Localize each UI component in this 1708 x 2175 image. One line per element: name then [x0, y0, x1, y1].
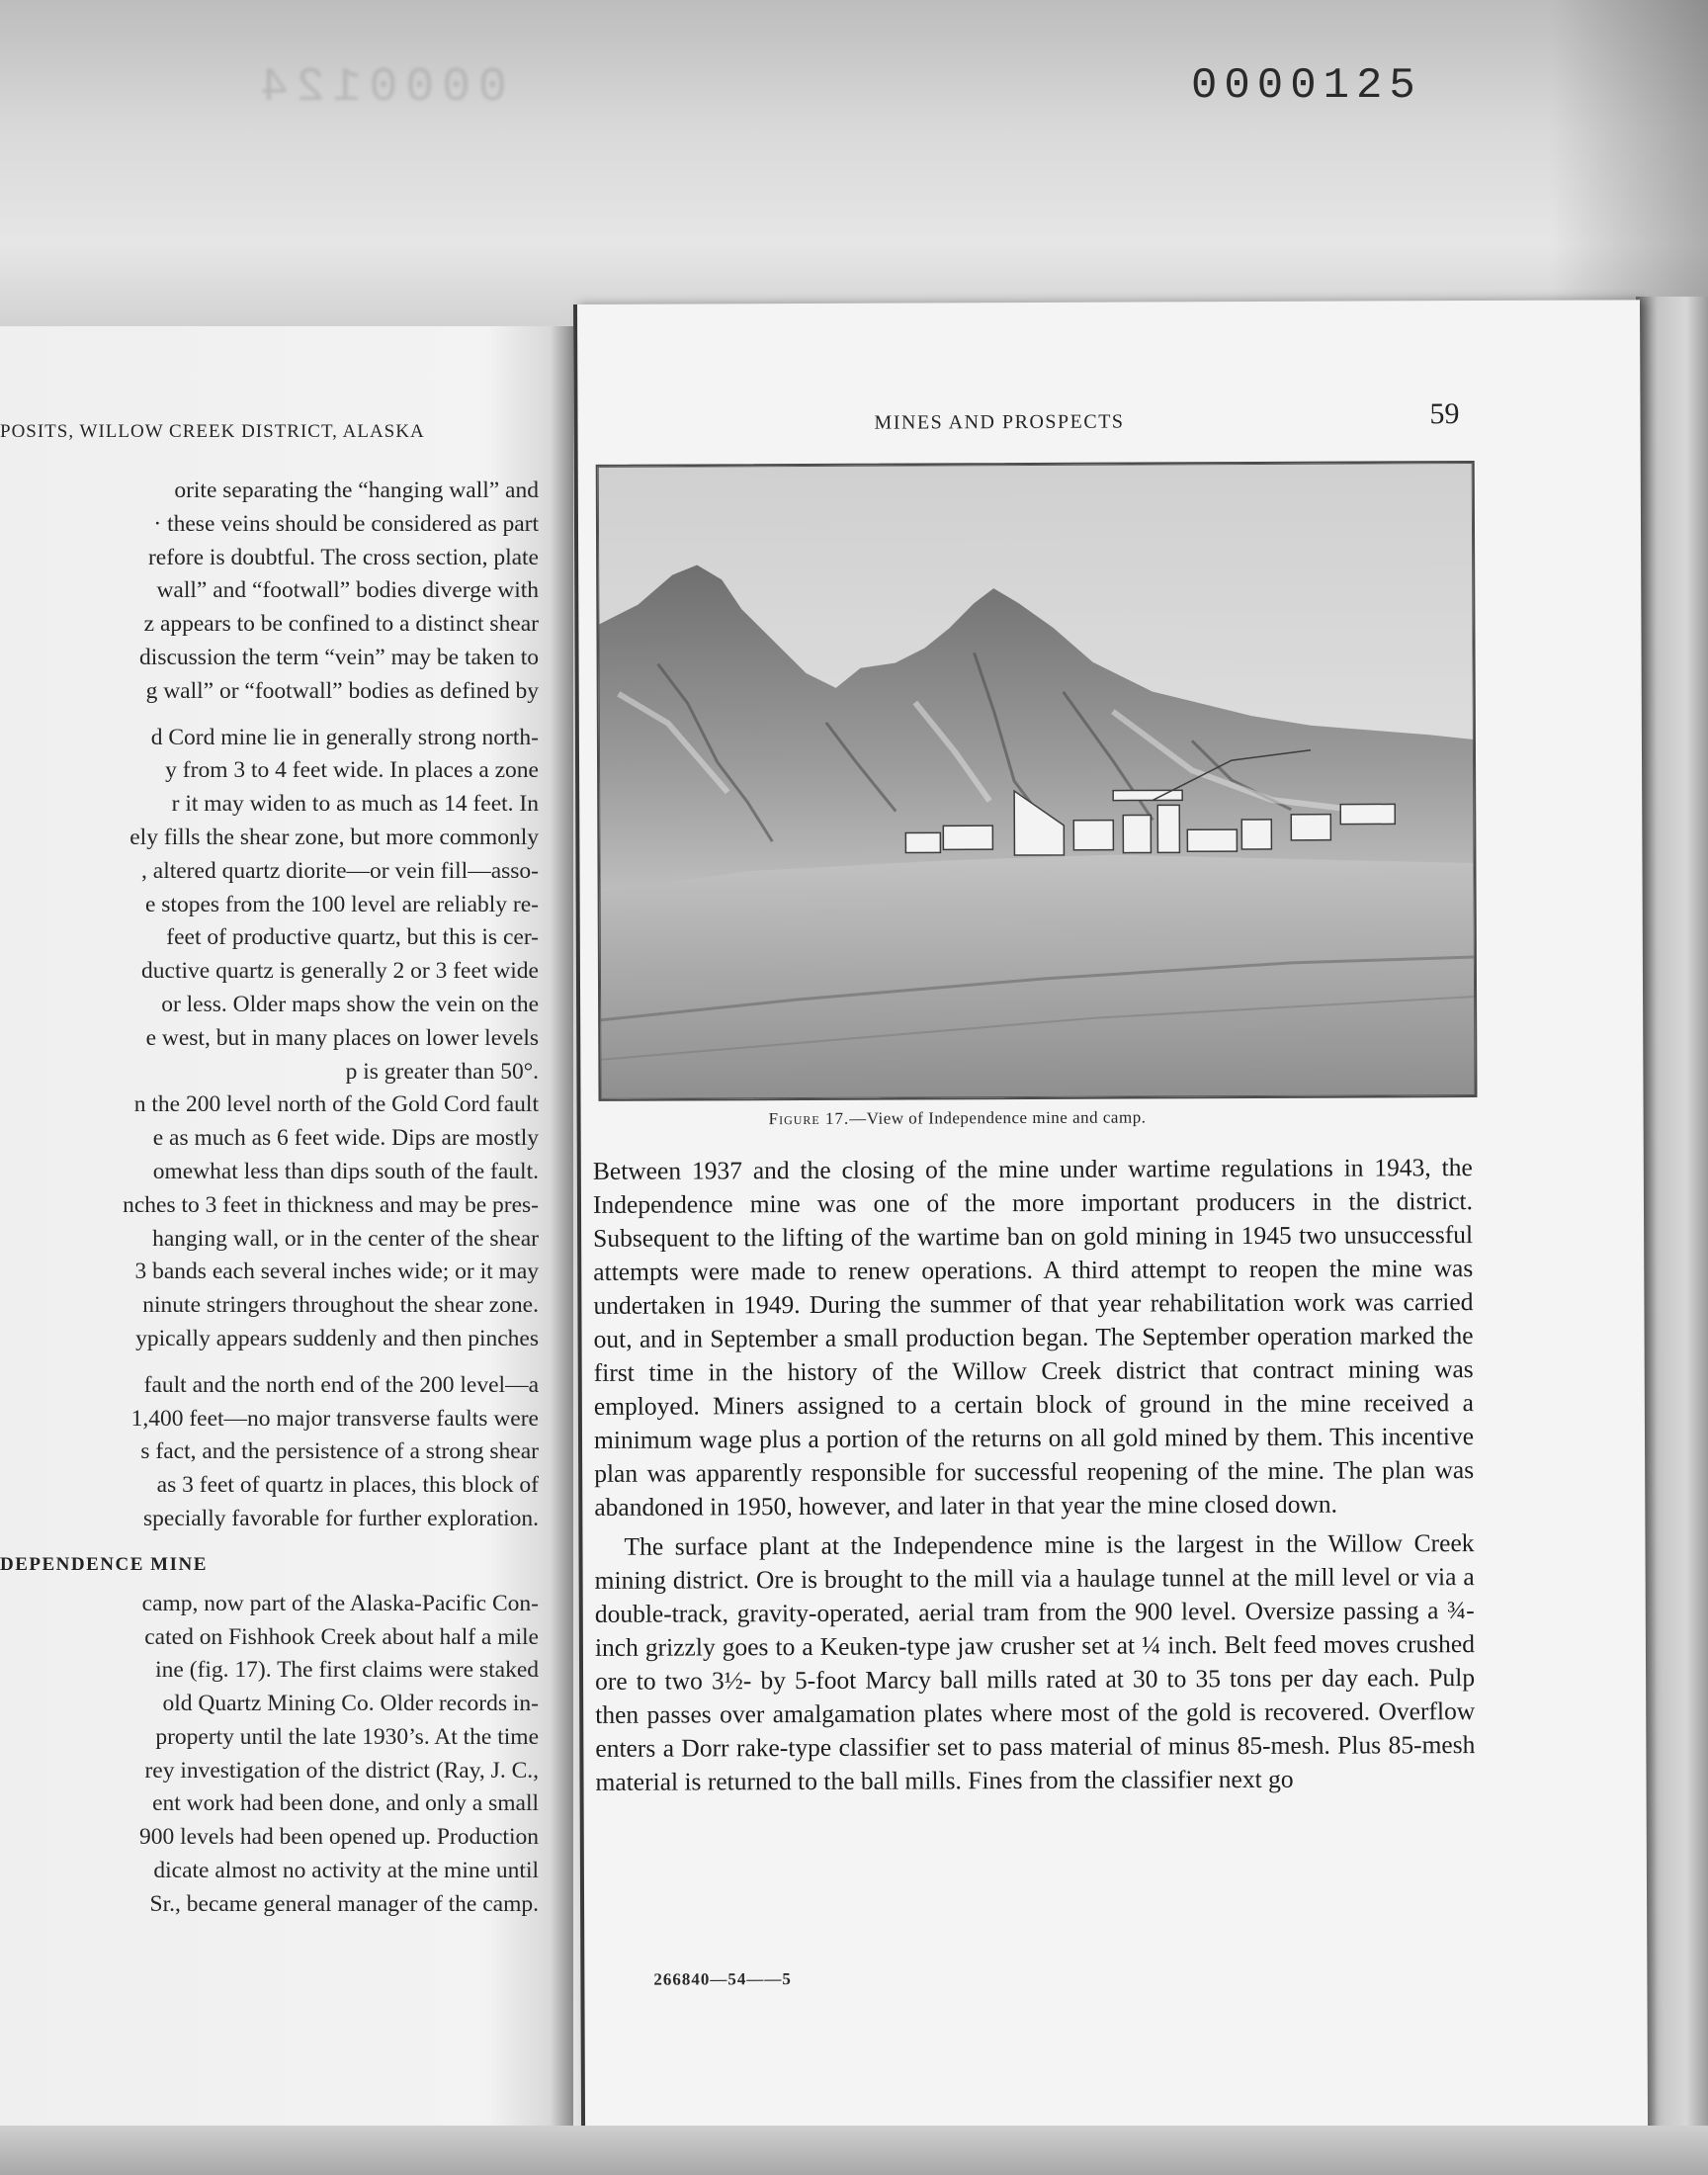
left-text-line: z appears to be confined to a distinct shear — [143, 611, 539, 638]
left-text-line: ductive quartz is generally 2 or 3 feet wide — [141, 958, 539, 985]
left-text-line: hanging wall, or in the center of the shear — [152, 1225, 539, 1252]
left-text-line: s fact, and the persistence of a strong shear — [140, 1438, 539, 1465]
left-text-line: or less. Older maps show the vein on the — [161, 991, 539, 1017]
left-section-heading: DEPENDENCE MINE — [0, 1553, 208, 1575]
left-text-line: Sr., became general manager of the camp. — [149, 1890, 539, 1917]
left-text-line: r it may widen to as much as 14 feet. In — [171, 791, 539, 818]
paragraph-surface-plant: The surface plant at the Independence mine is the largest in the Willow Creek mining district. Ore is brought to the mill via a haulage tunnel at the mill level or via a double-track, gravity-operated, aerial tram from the 900 level. Oversize passing a ¾-inch grizzly goes to a Keuken-type jaw crusher set at ¼ inch. Belt feed moves crushed ore to two 3½- by 5-foot Marcy ball mills rated at 30 to 35 tons per day each. Pulp then passes over amalgamation plates where most of the gold is recovered. Overflow enters a Dorr rake-type classifier set to pass material of minus 85-mesh. Plus 85-mesh material is returned to the ball mills. Fines from the classifier next go — [594, 1528, 1476, 1796]
scan-bottom-edge — [0, 2126, 1708, 2175]
left-text-line: e west, but in many places on lower levels — [145, 1024, 539, 1051]
left-text-line: g wall” or “footwall” bodies as defined by — [145, 677, 539, 704]
figure-caption — [769, 1107, 1147, 1129]
left-text-line: wall” and “footwall” bodies diverge with — [156, 577, 539, 604]
figure-label: Figure 17. — [768, 1108, 850, 1129]
left-text-line: d Cord mine lie in generally strong north- — [150, 724, 539, 750]
left-page-text — [0, 475, 539, 1922]
left-text-line: nches to 3 feet in thickness and may be pres- — [123, 1191, 539, 1218]
left-text-line: ninute stringers throughout the shear zone. — [142, 1292, 539, 1319]
print-job-code: 266840—54——5 — [653, 1969, 792, 1989]
right-page — [573, 300, 1648, 2163]
left-text-line: 1,400 feet—no major transverse faults were — [130, 1405, 539, 1432]
paragraph-history: Between 1937 and the closing of the mine under wartime regulations in 1943, the Independence mine was one of the more important producers in the district. Subsequent to the lifting of the wartime ban on gold mining in 1945 two unsuccessful attempts were made to renew operations. A third attempt to reopen the mine was undertaken in 1949. During the summer of that year rehabilitation work was carried out, and in September a small production began. The September operation marked the first time in the history of the Willow Creek district that contract mining was employed. Miners assigned to a certain block of ground in the mine received a minimum wage plus a portion of the returns on all gold mined by them. This incentive plan was apparently responsible for successful reopening of the mine. The plan was abandoned in 1950, however, and later in that year the mine closed down. — [592, 1153, 1475, 1522]
left-text-line: 900 levels had been opened up. Production — [139, 1824, 539, 1851]
scan-top-margin — [0, 0, 1708, 326]
left-text-line: camp, now part of the Alaska-Pacific Con- — [141, 1590, 539, 1616]
left-text-line: fault and the north end of the 200 level—a — [143, 1371, 539, 1398]
left-text-line: ely fills the shear zone, but more commonly — [129, 824, 539, 850]
left-text-line: omewhat less than dips south of the fault. — [152, 1158, 539, 1184]
left-text-line: ine (fig. 17). The first claims were staked — [155, 1657, 539, 1684]
figure-caption-text: —View of Independence mine and camp. — [849, 1107, 1147, 1128]
frame-number: 0000125 — [1191, 61, 1422, 111]
left-text-line: y from 3 to 4 feet wide. In places a zone — [165, 757, 539, 784]
left-text-line: discussion the term “vein” may be taken to — [139, 644, 539, 670]
left-text-line: orite separating the “hanging wall” and — [174, 478, 539, 503]
left-text-line: specially favorable for further exploration. — [143, 1505, 539, 1531]
left-text-line: e stopes from the 100 level are reliably re- — [144, 891, 539, 917]
mountain-photo-image — [598, 463, 1476, 1099]
left-text-line: ypically appears suddenly and then pinches — [135, 1325, 539, 1351]
left-running-header: POSITS, WILLOW CREEK DISTRICT, ALASKA — [0, 421, 425, 442]
left-text-line: rey investigation of the district (Ray, J. C., — [144, 1757, 539, 1784]
left-text-line: · these veins should be considered as part — [153, 510, 539, 537]
left-text-line: refore is doubtful. The cross section, plate — [147, 544, 539, 570]
body-text — [593, 1151, 1476, 1799]
left-text-line: ent work had been done, and only a small — [152, 1790, 539, 1817]
page-number: 59 — [1429, 397, 1460, 431]
left-text-line: dicate almost no activity at the mine until — [153, 1858, 539, 1884]
left-text-line: n the 200 level north of the Gold Cord fault — [133, 1091, 539, 1118]
left-text-line: cated on Fishhook Creek about half a mile — [144, 1623, 539, 1650]
left-text-line: old Quartz Mining Co. Older records in- — [162, 1691, 539, 1717]
left-text-line: 3 bands each several inches wide; or it may — [134, 1259, 539, 1285]
left-text-line: e as much as 6 feet wide. Dips are mostly — [152, 1125, 539, 1152]
figure-17-photo — [596, 461, 1478, 1101]
running-header: MINES AND PROSPECTS — [874, 410, 1125, 434]
left-text-line: feet of productive quartz, but this is cer- — [166, 924, 539, 951]
left-text-line: p is greater than 50°. — [345, 1058, 539, 1085]
left-page — [0, 326, 573, 2175]
left-text-line: , altered quartz diorite—or vein fill—asso- — [141, 857, 539, 884]
ghost-frame-number: 0000124 — [252, 61, 507, 115]
left-text-line: as 3 feet of quartz in places, this block of — [156, 1472, 539, 1499]
left-text-line: property until the late 1930’s. At the time — [155, 1723, 539, 1750]
